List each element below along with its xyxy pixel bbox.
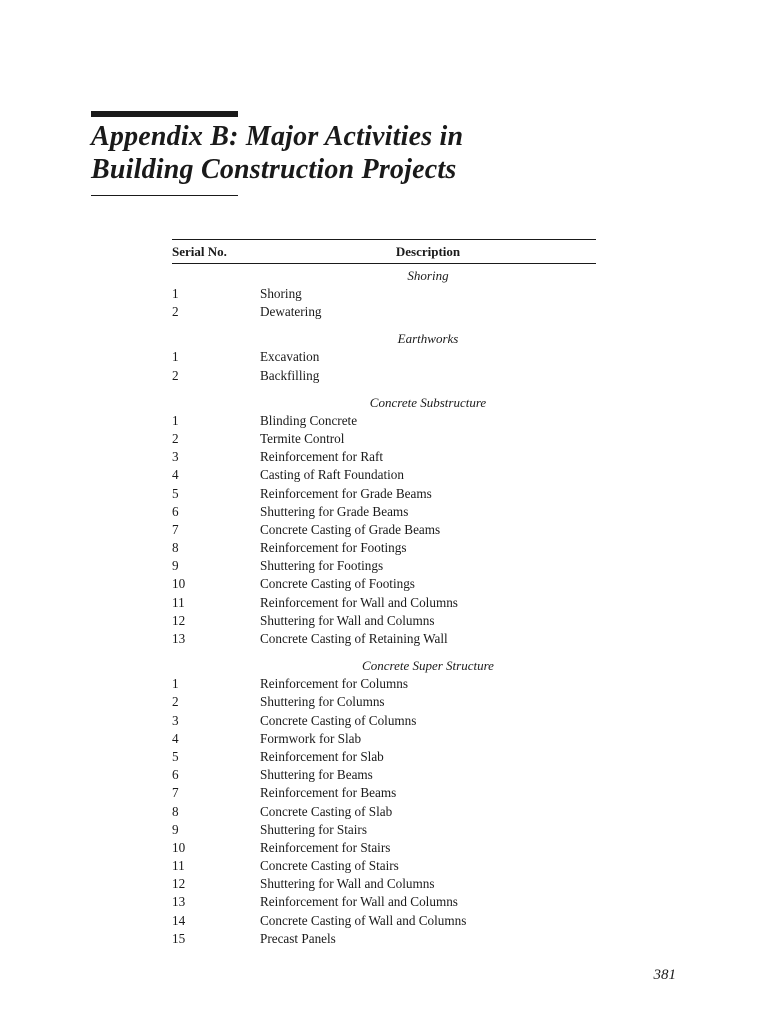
description-cell: Formwork for Slab bbox=[260, 730, 362, 746]
description-cell: Concrete Casting of Wall and Columns bbox=[260, 912, 467, 928]
serial-number-cell: 8 bbox=[172, 540, 179, 556]
page-number: 381 bbox=[653, 967, 676, 983]
description-cell: Concrete Casting of Slab bbox=[260, 803, 393, 819]
description-cell: Termite Control bbox=[260, 430, 345, 446]
table-row bbox=[172, 575, 596, 593]
description-cell: Shuttering for Beams bbox=[260, 767, 373, 783]
description-cell: Reinforcement for Beams bbox=[260, 785, 397, 801]
table-row bbox=[172, 430, 596, 448]
table-row bbox=[172, 821, 596, 839]
table-row bbox=[172, 539, 596, 557]
serial-number-cell: 1 bbox=[172, 676, 179, 692]
section-gap bbox=[172, 321, 596, 330]
table-row bbox=[172, 712, 596, 730]
serial-number-cell: 3 bbox=[172, 449, 179, 465]
serial-number-cell: 5 bbox=[172, 748, 179, 764]
description-cell: Shuttering for Wall and Columns bbox=[260, 612, 435, 628]
description-cell: Reinforcement for Grade Beams bbox=[260, 485, 432, 501]
table-row bbox=[172, 412, 596, 430]
table-section bbox=[172, 267, 596, 321]
page-title-line-2: Building Construction Projects bbox=[91, 154, 457, 185]
table-section bbox=[172, 330, 596, 384]
table-section bbox=[172, 657, 596, 948]
section-title: Shoring bbox=[407, 268, 449, 283]
table-row bbox=[172, 612, 596, 630]
serial-number-cell: 12 bbox=[172, 612, 186, 628]
description-cell: Reinforcement for Stairs bbox=[260, 839, 391, 855]
serial-number-cell: 7 bbox=[172, 785, 179, 801]
table-row bbox=[172, 557, 596, 575]
table-row bbox=[172, 912, 596, 930]
description-cell: Reinforcement for Footings bbox=[260, 540, 407, 556]
serial-number-cell: 14 bbox=[172, 912, 186, 928]
header-serial-no: Serial No. bbox=[172, 244, 227, 259]
serial-number-cell: 6 bbox=[172, 767, 179, 783]
description-cell: Reinforcement for Columns bbox=[260, 676, 408, 692]
table-body bbox=[172, 264, 596, 948]
table-row bbox=[172, 748, 596, 766]
section-title: Earthworks bbox=[397, 331, 459, 347]
serial-number-cell: 15 bbox=[172, 930, 186, 946]
table-row bbox=[172, 784, 596, 802]
serial-number-cell: 2 bbox=[172, 694, 179, 710]
section-title: Concrete Super Structure bbox=[362, 658, 494, 674]
serial-number-cell: 12 bbox=[172, 876, 186, 892]
serial-number-cell: 4 bbox=[172, 730, 179, 746]
description-cell: Concrete Casting of Stairs bbox=[260, 858, 399, 874]
serial-number-cell: 9 bbox=[172, 558, 179, 574]
serial-number-cell: 6 bbox=[172, 503, 179, 519]
table-row bbox=[172, 893, 596, 911]
description-cell: Concrete Casting of Columns bbox=[260, 712, 417, 728]
table-row bbox=[172, 839, 596, 857]
description-cell: Shuttering for Columns bbox=[260, 694, 385, 710]
table-row bbox=[172, 594, 596, 612]
serial-number-cell: 1 bbox=[172, 349, 179, 365]
table-row bbox=[172, 448, 596, 466]
serial-number-cell: 2 bbox=[172, 304, 179, 320]
description-cell: Reinforcement for Wall and Columns bbox=[260, 594, 458, 610]
serial-number-cell: 2 bbox=[172, 367, 179, 383]
description-cell: Casting of Raft Foundation bbox=[260, 467, 404, 483]
table-row bbox=[172, 485, 596, 503]
description-cell: Precast Panels bbox=[260, 930, 336, 946]
table-row bbox=[172, 857, 596, 875]
table-row bbox=[172, 766, 596, 784]
section-gap bbox=[172, 648, 596, 657]
table-row bbox=[172, 875, 596, 893]
title-decorative-bar bbox=[91, 111, 238, 117]
description-cell: Dewatering bbox=[260, 304, 322, 320]
description-cell: Concrete Casting of Grade Beams bbox=[260, 521, 441, 537]
activities-table bbox=[172, 239, 596, 948]
serial-number-cell: 11 bbox=[172, 594, 185, 610]
table-row bbox=[172, 630, 596, 648]
section-gap bbox=[172, 385, 596, 394]
serial-number-cell: 1 bbox=[172, 412, 179, 428]
header-description: Description bbox=[395, 244, 461, 259]
page-title bbox=[91, 120, 711, 186]
serial-number-cell: 1 bbox=[172, 286, 179, 301]
table-row bbox=[172, 521, 596, 539]
serial-number-cell: 7 bbox=[172, 521, 179, 537]
page-title-line-1: Appendix B: Major Activities in bbox=[91, 121, 464, 152]
table-row bbox=[172, 675, 596, 693]
serial-number-cell: 5 bbox=[172, 485, 179, 501]
description-cell: Shuttering for Footings bbox=[260, 558, 384, 574]
description-cell: Reinforcement for Slab bbox=[260, 748, 384, 764]
serial-number-cell: 11 bbox=[172, 858, 185, 874]
description-cell: Shuttering for Stairs bbox=[260, 821, 367, 837]
description-cell: Reinforcement for Raft bbox=[260, 449, 384, 465]
table-row bbox=[172, 285, 596, 303]
table-row bbox=[172, 466, 596, 484]
section-title: Concrete Substructure bbox=[369, 394, 487, 410]
table-row bbox=[172, 930, 596, 948]
table-row bbox=[172, 693, 596, 711]
table-row bbox=[172, 803, 596, 821]
table-section bbox=[172, 394, 596, 648]
table-row bbox=[172, 503, 596, 521]
serial-number-cell: 3 bbox=[172, 712, 179, 728]
serial-number-cell: 4 bbox=[172, 467, 179, 483]
serial-number-cell: 10 bbox=[172, 839, 186, 855]
title-underline-rule bbox=[91, 195, 238, 196]
description-cell: Shuttering for Grade Beams bbox=[260, 503, 409, 519]
table-row bbox=[172, 730, 596, 748]
serial-number-cell: 13 bbox=[172, 894, 186, 910]
description-cell: Concrete Casting of Retaining Wall bbox=[260, 631, 448, 646]
table-header bbox=[172, 240, 596, 263]
table-row bbox=[172, 367, 596, 385]
description-cell: Blinding Concrete bbox=[260, 412, 358, 428]
serial-number-cell: 8 bbox=[172, 803, 179, 819]
description-cell: Excavation bbox=[260, 349, 320, 365]
serial-number-cell: 2 bbox=[172, 430, 179, 446]
serial-number-cell: 9 bbox=[172, 821, 179, 837]
description-cell: Concrete Casting of Footings bbox=[260, 576, 415, 592]
serial-number-cell: 13 bbox=[172, 631, 186, 646]
description-cell: Shoring bbox=[260, 286, 302, 301]
description-cell: Reinforcement for Wall and Columns bbox=[260, 894, 458, 910]
serial-number-cell: 10 bbox=[172, 576, 186, 592]
description-cell: Shuttering for Wall and Columns bbox=[260, 876, 435, 892]
table-row bbox=[172, 303, 596, 321]
description-cell: Backfilling bbox=[260, 367, 320, 383]
table-row bbox=[172, 348, 596, 366]
